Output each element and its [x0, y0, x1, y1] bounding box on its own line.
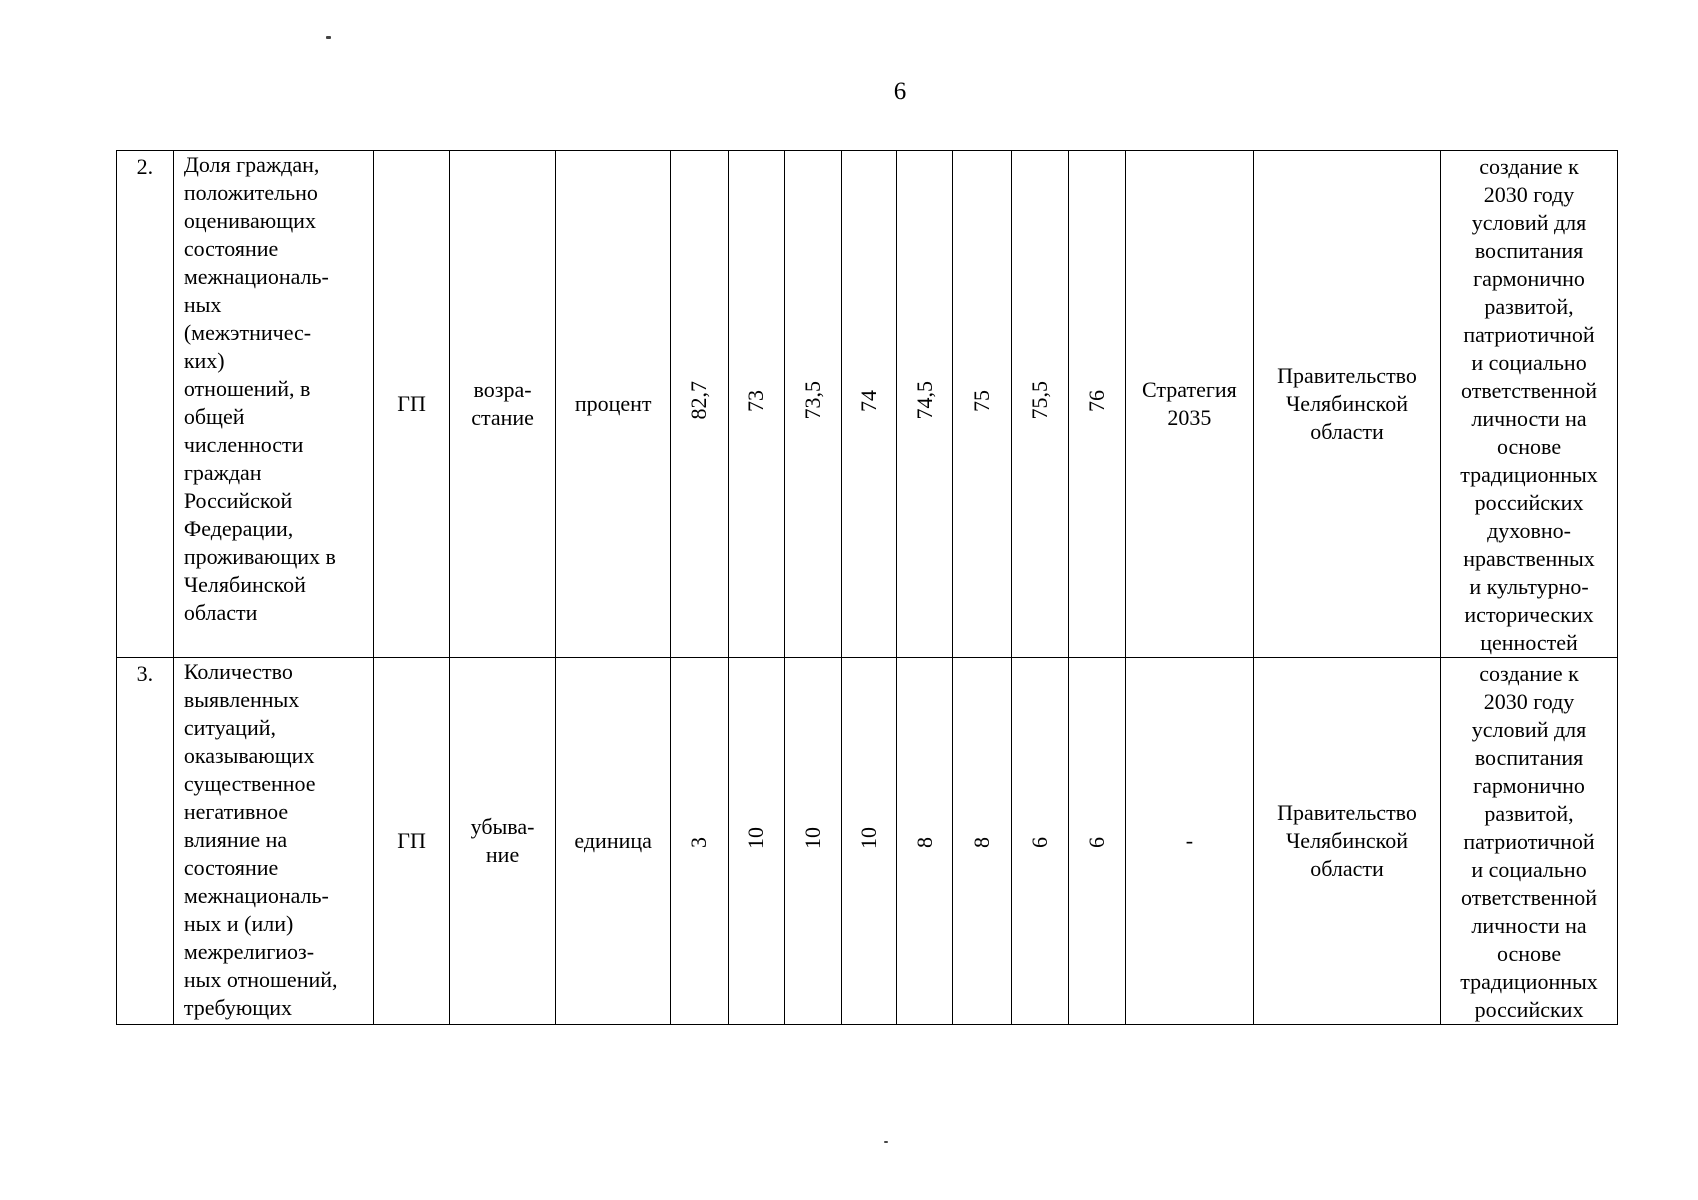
value-cell	[1068, 151, 1125, 658]
responsible-body: Правительство Челябинской области	[1253, 151, 1440, 658]
scan-speck	[326, 36, 331, 39]
indicator-name: Доля граждан, положительно оценивающих состояние межнациональ- ных (межэтничес- ких) отношений, в общей численности граждан Российской Федерации, проживающих в Челябинской области	[173, 151, 374, 658]
value-cell	[784, 658, 841, 1025]
value-cell	[728, 658, 784, 1025]
value-cell	[953, 658, 1012, 1025]
value-text: 82,7	[686, 381, 712, 420]
value-cell	[897, 151, 953, 658]
value-cell	[728, 151, 784, 658]
indicator-level: ГП	[374, 151, 449, 658]
value-text: 76	[1083, 389, 1109, 412]
value-cell	[784, 151, 841, 658]
national-goal: создание к 2030 году условий для воспитания гармонично развитой, патриотичной и социально ответственной личности на основе традиционных российских	[1441, 658, 1618, 1025]
value-text: 75,5	[1027, 381, 1053, 420]
indicator-trend: возра- стание	[449, 151, 555, 658]
table-row	[117, 151, 1618, 658]
responsible-body: Правительство Челябинской области	[1253, 658, 1440, 1025]
value-cell	[671, 658, 729, 1025]
indicator-unit: процент	[556, 151, 671, 658]
value-text: 74	[855, 389, 881, 412]
scan-speck	[884, 1141, 888, 1143]
source-document: Стратегия 2035	[1125, 151, 1253, 658]
value-cell	[1012, 658, 1069, 1025]
indicators-table	[116, 150, 1618, 1025]
value-text: 6	[1083, 837, 1109, 848]
value-text: 73	[743, 389, 769, 412]
value-text: 73,5	[799, 381, 825, 420]
value-text: 75	[969, 389, 995, 412]
value-text: 74,5	[911, 381, 937, 420]
indicator-level: ГП	[374, 658, 449, 1025]
indicator-trend: убыва- ние	[449, 658, 555, 1025]
value-text: 3	[686, 837, 712, 848]
value-text: 10	[799, 826, 825, 849]
value-text: 8	[911, 837, 937, 848]
value-text: 6	[1027, 837, 1053, 848]
value-cell	[897, 658, 953, 1025]
source-document: -	[1125, 658, 1253, 1025]
value-text: 8	[969, 837, 995, 848]
value-cell	[953, 151, 1012, 658]
value-cell	[671, 151, 729, 658]
value-cell	[1012, 151, 1069, 658]
indicator-name: Количество выявленных ситуаций, оказывающих существенное негативное влияние на состояние межнациональ- ных и (или) межрелигиоз- ных отношений, требующих	[173, 658, 374, 1025]
value-text: 10	[855, 826, 881, 849]
row-index: 3.	[117, 658, 174, 1025]
value-cell	[841, 658, 897, 1025]
national-goal: создание к 2030 году условий для воспитания гармонично развитой, патриотичной и социально ответственной личности на основе традиционных российских духовно- нравственных и культурно- исторических ценностей	[1441, 151, 1618, 658]
table-row	[117, 658, 1618, 1025]
indicator-unit: единица	[556, 658, 671, 1025]
page-number: 6	[893, 78, 907, 105]
value-text: 10	[743, 826, 769, 849]
value-cell	[841, 151, 897, 658]
value-cell	[1068, 658, 1125, 1025]
row-index: 2.	[117, 151, 174, 658]
